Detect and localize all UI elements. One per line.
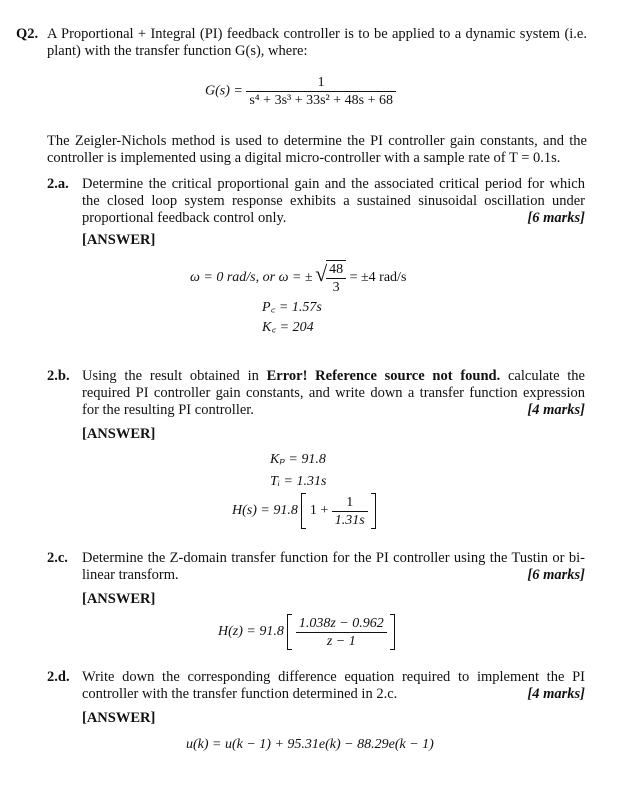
hs-inner: 1 + bbox=[309, 503, 329, 519]
proportional-gain: Kₚ = 91.8 bbox=[270, 452, 326, 467]
hz-denominator: z − 1 bbox=[296, 632, 387, 650]
sqrt-denominator: 3 bbox=[326, 278, 346, 296]
section-c-question bbox=[82, 550, 585, 584]
gs-fraction bbox=[246, 74, 396, 109]
gs-numerator: 1 bbox=[317, 75, 325, 90]
hs-denominator: 1.31s bbox=[332, 511, 368, 529]
plant-transfer-function bbox=[205, 74, 396, 109]
section-a-answer-label: [ANSWER] bbox=[82, 232, 156, 248]
section-d-number: 2.d. bbox=[47, 669, 70, 685]
section-b-error-ref: Error! Reference source not found. bbox=[266, 368, 501, 384]
hz-fraction bbox=[296, 615, 387, 650]
hs-numerator: 1 bbox=[346, 494, 354, 510]
section-c-answer-label: [ANSWER] bbox=[82, 591, 156, 607]
section-a-text: Determine the critical proportional gain and the associated critical period for which the closed loop system response exhibits a sustained sinusoidal oscillation under proportional feedback control only. bbox=[82, 176, 585, 226]
integral-time: Tᵢ = 1.31s bbox=[270, 474, 327, 489]
section-a-number: 2.a. bbox=[47, 176, 69, 192]
sqrt-fraction bbox=[326, 261, 346, 296]
right-bracket bbox=[390, 614, 395, 650]
hz-numerator: 1.038z − 0.962 bbox=[298, 615, 384, 631]
gs-denominator: s⁴ + 3s³ + 33s² + 48s + 68 bbox=[246, 91, 396, 109]
question-number: Q2. bbox=[16, 26, 39, 42]
section-b-text-post: calculate the required PI controller gain constants, and write down a transfer function expression for the resulting PI controller. bbox=[82, 368, 585, 418]
critical-period: P꜀ = 1.57s bbox=[262, 300, 322, 315]
left-bracket bbox=[301, 493, 306, 529]
section-a-question bbox=[82, 176, 585, 227]
section-b-question bbox=[82, 368, 585, 419]
hz-lhs: H(z) = 91.8 bbox=[218, 624, 284, 640]
section-d-question bbox=[82, 669, 585, 703]
z-transfer-function bbox=[218, 614, 395, 650]
critical-gain: K꜀ = 204 bbox=[262, 320, 314, 335]
right-bracket bbox=[371, 493, 376, 529]
gs-lhs: G(s) = bbox=[205, 83, 243, 99]
section-b-number: 2.b. bbox=[47, 368, 70, 384]
section-b-answer-label: [ANSWER] bbox=[82, 426, 156, 442]
sqrt-numerator: √ 48 bbox=[329, 262, 344, 277]
section-a-marks: [6 marks] bbox=[527, 210, 585, 226]
section-b-marks: [4 marks] bbox=[527, 402, 585, 418]
hs-fraction bbox=[332, 494, 368, 529]
section-c-text: Determine the Z-domain transfer function for the PI controller using the Tustin or bi-linear transform. bbox=[82, 550, 585, 583]
section-c-marks: [6 marks] bbox=[527, 567, 585, 583]
method-text: The Zeigler-Nichols method is used to determine the PI controller gain constants, and the controller is implemented using a digital micro-controller with a sample rate of T = 0.1s. bbox=[47, 133, 587, 166]
difference-equation: u(k) = u(k − 1) + 95.31e(k) − 88.29e(k − 1) bbox=[186, 737, 434, 752]
question-intro: A Proportional + Integral (PI) feedback controller is to be applied to a dynamic system (i.e. plant) with the transfer function G(s), where: bbox=[47, 26, 587, 59]
pi-transfer-function bbox=[232, 493, 376, 529]
section-b-text-pre: Using the result obtained in bbox=[82, 368, 267, 384]
section-d-text: Write down the corresponding difference equation required to implement the PI controller with the transfer function determined in 2.c. bbox=[82, 669, 585, 702]
section-d-marks: [4 marks] bbox=[527, 686, 585, 702]
omega-prefix: ω = 0 rad/s, or ω = ± bbox=[190, 270, 313, 286]
sqrt-radical bbox=[326, 260, 346, 296]
section-d-answer-label: [ANSWER] bbox=[82, 710, 156, 726]
omega-suffix: = ±4 rad/s bbox=[349, 270, 407, 286]
omega-equation bbox=[190, 260, 406, 296]
hs-lhs: H(s) = 91.8 bbox=[232, 503, 298, 519]
section-c-number: 2.c. bbox=[47, 550, 68, 566]
left-bracket bbox=[287, 614, 292, 650]
